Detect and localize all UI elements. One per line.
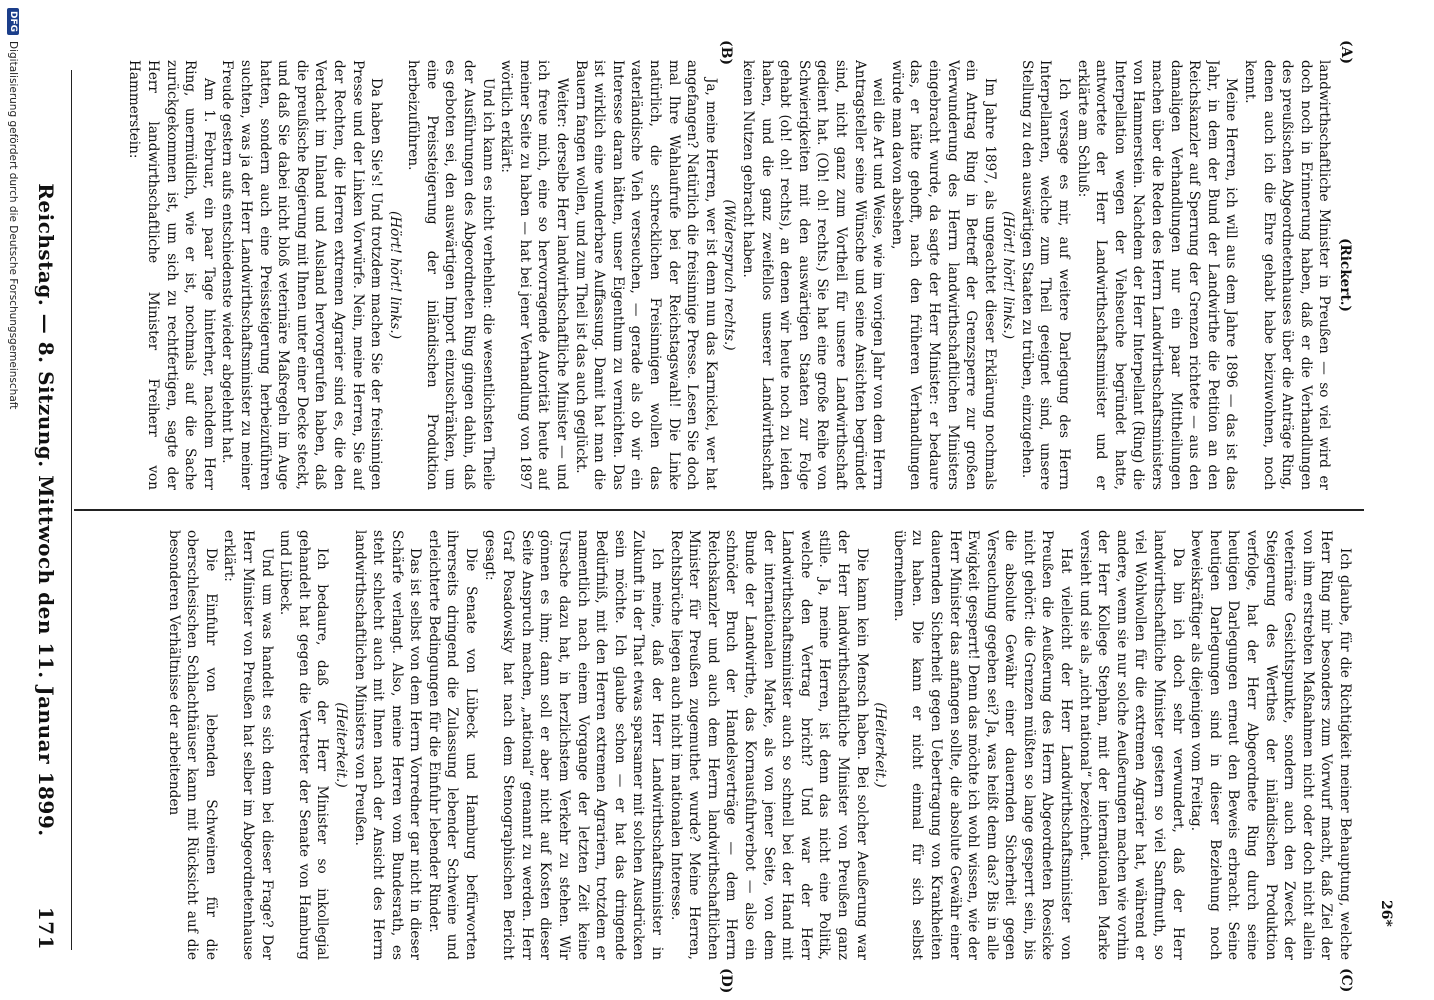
paragraph: Die kann kein Mensch haben. Bei solcher Aeußerung war der Herr landwirthschaftliche Minister von Preußen ganz stille. Ja, meine Herren, ist denn das nicht eine Politik, welche den Vertrag bricht? Und war der Herr Landwirthschaftsminister auch so schnell bei der Hand mit der internationalen Marke, als von jener Seite, von dem Bunde der Landwirthe, das Kornausfuhrverbot — also ein schnöder Bruch der Handelsverträge — dem Herrn Reichskanzler und auch dem Herrn landwirthschaftlichen Minister für Preußen zugemuthet wurde? Meine Herren, Rechtsbrüche liegen auch nicht im nationalen Interesse. xyxy=(667,530,870,960)
quote: weil die Art und Weise, wie im vorigen Jahr von dem Herrn Antragsteller seine Wünsche und seine Ansichten begründet sind, nicht ganz zum Vortheil für unsere Landwirthschaft gedient hat. (Oh! oh! rechts.) Sie hat eine große Reihe von Schwierigkeiten mit den auswärtigen Staaten zur Folge gehabt (oh! oh! rechts), an denen wir heute noch zu leiden haben, und die ganz zweifellos unserer Landwirthschaft keinen Nutzen gebracht haben. xyxy=(740,60,887,490)
quote: Die Einfuhr von lebenden Schweinen für die oberschlesischen Schlachthäuser kann mit Rücksicht auf die besonderen Verhältnisse der arbeitenden xyxy=(165,530,219,960)
interjection: (Heiterkeit.) xyxy=(332,702,349,788)
quote: Und ich kann es nicht verhehlen: die wesentlichsten Theile der Ausführungen des Abgeordneten Ring gingen dahin, daß es geboten sei, den auswärtigen Import einzuschränken, um eine Preissteigerung der inländischen Produktion herbeizuführen. xyxy=(405,60,496,490)
paragraph: Am 1. Februar, ein paar Tage hinterher, nachdem Herr Ring, unermüdlich, wie er ist, nochmals auf die Sache zurückgekommen ist, um sich zu rechtfertigen, sagte der Herr landwirthschaftliche Minister Freiherr von Hammerstein: xyxy=(126,60,217,490)
margin-marker-c: (C) xyxy=(1338,968,1354,993)
left-column xyxy=(79,60,1354,490)
signature-mark: 26* xyxy=(1378,900,1394,927)
interjection: (Widerspruch rechts.) xyxy=(721,199,738,351)
paragraph: landwirthschaftliche Minister in Preußen — so viel wird er doch noch in Erinnerung haben, daß er die Verhandlungen des preußischen Abgeordnetenhauses über die Anträge Ring, denen auch ich die Ehre gehabt habe beizuwohnen, noch kennt. xyxy=(1242,60,1333,490)
paragraph: Weiter: derselbe Herr landwirthschaftliche Minister — und ich freue mich, eine so hervorragende Autorität heute auf meiner Seite zu haben — hat bei jener Verhandlung von 1897 wörtlich erklärt: xyxy=(498,60,571,490)
paragraph: Da bin ich doch sehr verwundert, daß der Herr landwirthschaftliche Minister gestern so viel Sanftmuth, so viel Wohlwollen für die extremen Agrarier hat, während er andere, wenn sie nur solche Aeußerungen machen wie vorhin der Herr Kollege Stephan, mit der internationalen Marke versieht und sie als „nicht national“ bezeichnet. xyxy=(1076,530,1186,960)
paragraph: Da haben Sie's! Und trotzdem machen Sie der freisinnigen Presse und der Linken Vorwürfe. Nein, meine Herren, Sie auf der Rechten, die Herren extremen Agrarier sind es, die den Verdacht im Inland und Ausland hervorgerufen haben, daß die preußische Regierung mit Ihnen unter einer Decke steckt, und daß Sie dabei nicht bloß veterinäre Maßregeln im Auge hatten, sondern auch eine Preissteigerung herbeizuführen suchten, was ja der Herr Landwirthschaftsminister zu meiner Freude gestern aufs entschiedenste wieder abgelehnt hat. xyxy=(219,60,385,490)
header-rule xyxy=(71,70,72,950)
interjection: (Hört! hört! links.) xyxy=(386,210,403,340)
speaker-name: (Rickert.) xyxy=(1337,238,1353,312)
margin-marker-b: (B) xyxy=(718,40,734,66)
paragraph: Das ist selbst von dem Herrn Vorredner gar nicht in dieser Schärfe verlangt. Also, meine Herren vom Bundesrath, es steht schlecht auch mit Ihnen nach der Ansicht des Herrn landwirthschaftlichen Ministers von Preußen. xyxy=(351,530,424,960)
paragraph: Und um was handelt es sich denn bei dieser Frage? Der Herr Minister von Preußen hat selber im Abgeordnetenhause erklärt: xyxy=(221,530,275,960)
quote: Die Senate von Lübeck und Hamburg befürworten ihrerseits dringend die Zulassung lebender Schweine und erleichterte Bedingungen für die Einfuhr lebender Rinder. xyxy=(425,530,480,960)
interjection: (Heiterkeit.) xyxy=(872,702,889,788)
right-column xyxy=(79,530,1354,960)
page-number-right: 171 xyxy=(34,906,58,950)
interjection: (Hört! hört! links.) xyxy=(1000,210,1017,340)
paragraph: Im Jahre 1897, als ungeachtet dieser Erklärung nochmals ein Antrag Ring in Betreff der Grenzsperre zur großen Verwunderung des Herrn landwirthschaftlichen Ministers eingebracht wurde, da sagte der Herr Minister: er bedaure das, er hätte gehofft, nach den früheren Verhandlungen würde man davon absehen, xyxy=(888,60,998,490)
page-header xyxy=(26,70,66,950)
quote: Ich glaube, für die Richtigkeit meiner Behauptung, welche Herr Ring mir besonders zum Vorwurf macht, daß Ziel der von ihm erstrebten Maßnahmen nicht oder doch nicht allein veterinäre Gesichtspunkte, sondern auch den Zweck der Steigerung des Werthes der inländischen Produktion verfolge, hat der Herr Abgeordnete Ring durch seine heutigen Darlegungen erneut den Beweis erbracht. Seine heutigen Darlegungen sind in dieser Beziehung noch beweiskräftiger als diejenigen vom Freitag. xyxy=(1188,530,1353,960)
quote: Ich versage es mir, auf weitere Darlegung des Herrn Interpellanten, welche zum Theil geeignet sind, unsere Stellung zu den auswärtigen Staaten zu trüben, einzugehen. xyxy=(1018,60,1073,490)
digitization-footer xyxy=(0,0,26,1000)
paragraph: Ja, meine Herren, wer ist denn nun das Karnickel, wer hat angefangen? Natürlich die freisinnige Presse. Lesen Sie doch mal Ihre Wahlaufrufe bei der Reichstagswahl! Die Linke natürlich, die schrecklichen Freisinnigen wollen das vaterländische Vieh verseuchen, — gerade als ob wir ein Interesse daran hätten, unser Eigenthum zu vernichten. Das ist wirklich eine wunderbare Auffassung. Damit hat man die Bauern fangen wollen, und zum Theil ist das auch geglückt. xyxy=(572,60,719,490)
margin-marker-a: (A) xyxy=(1338,40,1354,65)
column-divider xyxy=(74,509,1364,511)
paragraph: Ich bedaure, daß der Herr Minister so inkollegial gehandelt hat gegen die Vertreter der Senate von Hamburg und Lübeck. xyxy=(277,530,331,960)
paragraph: Ich meine, daß der Herr Landwirthschaftsminister in Zukunft in der That etwas sparsamer mit solchen Ausdrücken sein möchte. Ich glaube schon — er hat das dringende Bedürfniß, mit den Herren extremen Agrariern, trotzdem er namentlich nach einem Vorgange der letzten Zeit keine Ursache dazu hat, in herzlichstem Verkehr zu stehen. Wir gönnen es ihm; dann soll er aber nicht auf Kosten dieser Seite Anspruch machen, „national“ genannt zu werden. Herr Graf Posadowsky hat nach dem Stenographischen Bericht gesagt: xyxy=(481,530,666,960)
paragraph: Meine Herren, ich will aus dem Jahre 1896 — das ist das Jahr, in dem der Bund der Landwirthe die Petition an den Reichskanzler auf Sperrung der Grenzen richtete — aus den damaligen Verhandlungen nur ein paar Mittheilungen machen über die Reden des Herrn Landwirthschaftsministers von Hammerstein. Nachdem der Herr Interpellant (Ring) die Interpellation wegen der Viehseuche begründet hatte, antwortete der Herr Landwirthschaftsminister und er erklärte am Schluß: xyxy=(1074,60,1240,490)
margin-marker-d: (D) xyxy=(718,968,734,994)
page-title: Reichstag. — 8. Sitzung. Mittwoch den 11. Januar 1899. xyxy=(34,183,58,837)
dfg-logo: DFG xyxy=(7,8,19,35)
paragraph: Hat vielleicht der Herr Landwirthschaftsminister von Preußen die Aeußerung des Herrn Abgeordneten Roesicke nicht gehört: die Grenzen müßten so lange gesperrt sein, bis die absolute Gewähr einer dauernden Sicherheit gegen Verseuchung gegeben sei? Ja, was heißt denn das? Bis in alle Ewigkeit gesperrt! Denn das möchte ich wohl wissen, wie der Herr Minister das anfangen sollte, die absolute Gewähr einer dauernden Sicherheit gegen Uebertragung von Krankheiten zu haben. Die kann er nicht einmal für sich selbst übernehmen. xyxy=(890,530,1075,960)
footer-text: Digitalisierung gefördert durch die Deutsche Forschungsgemeinschaft xyxy=(7,41,19,410)
